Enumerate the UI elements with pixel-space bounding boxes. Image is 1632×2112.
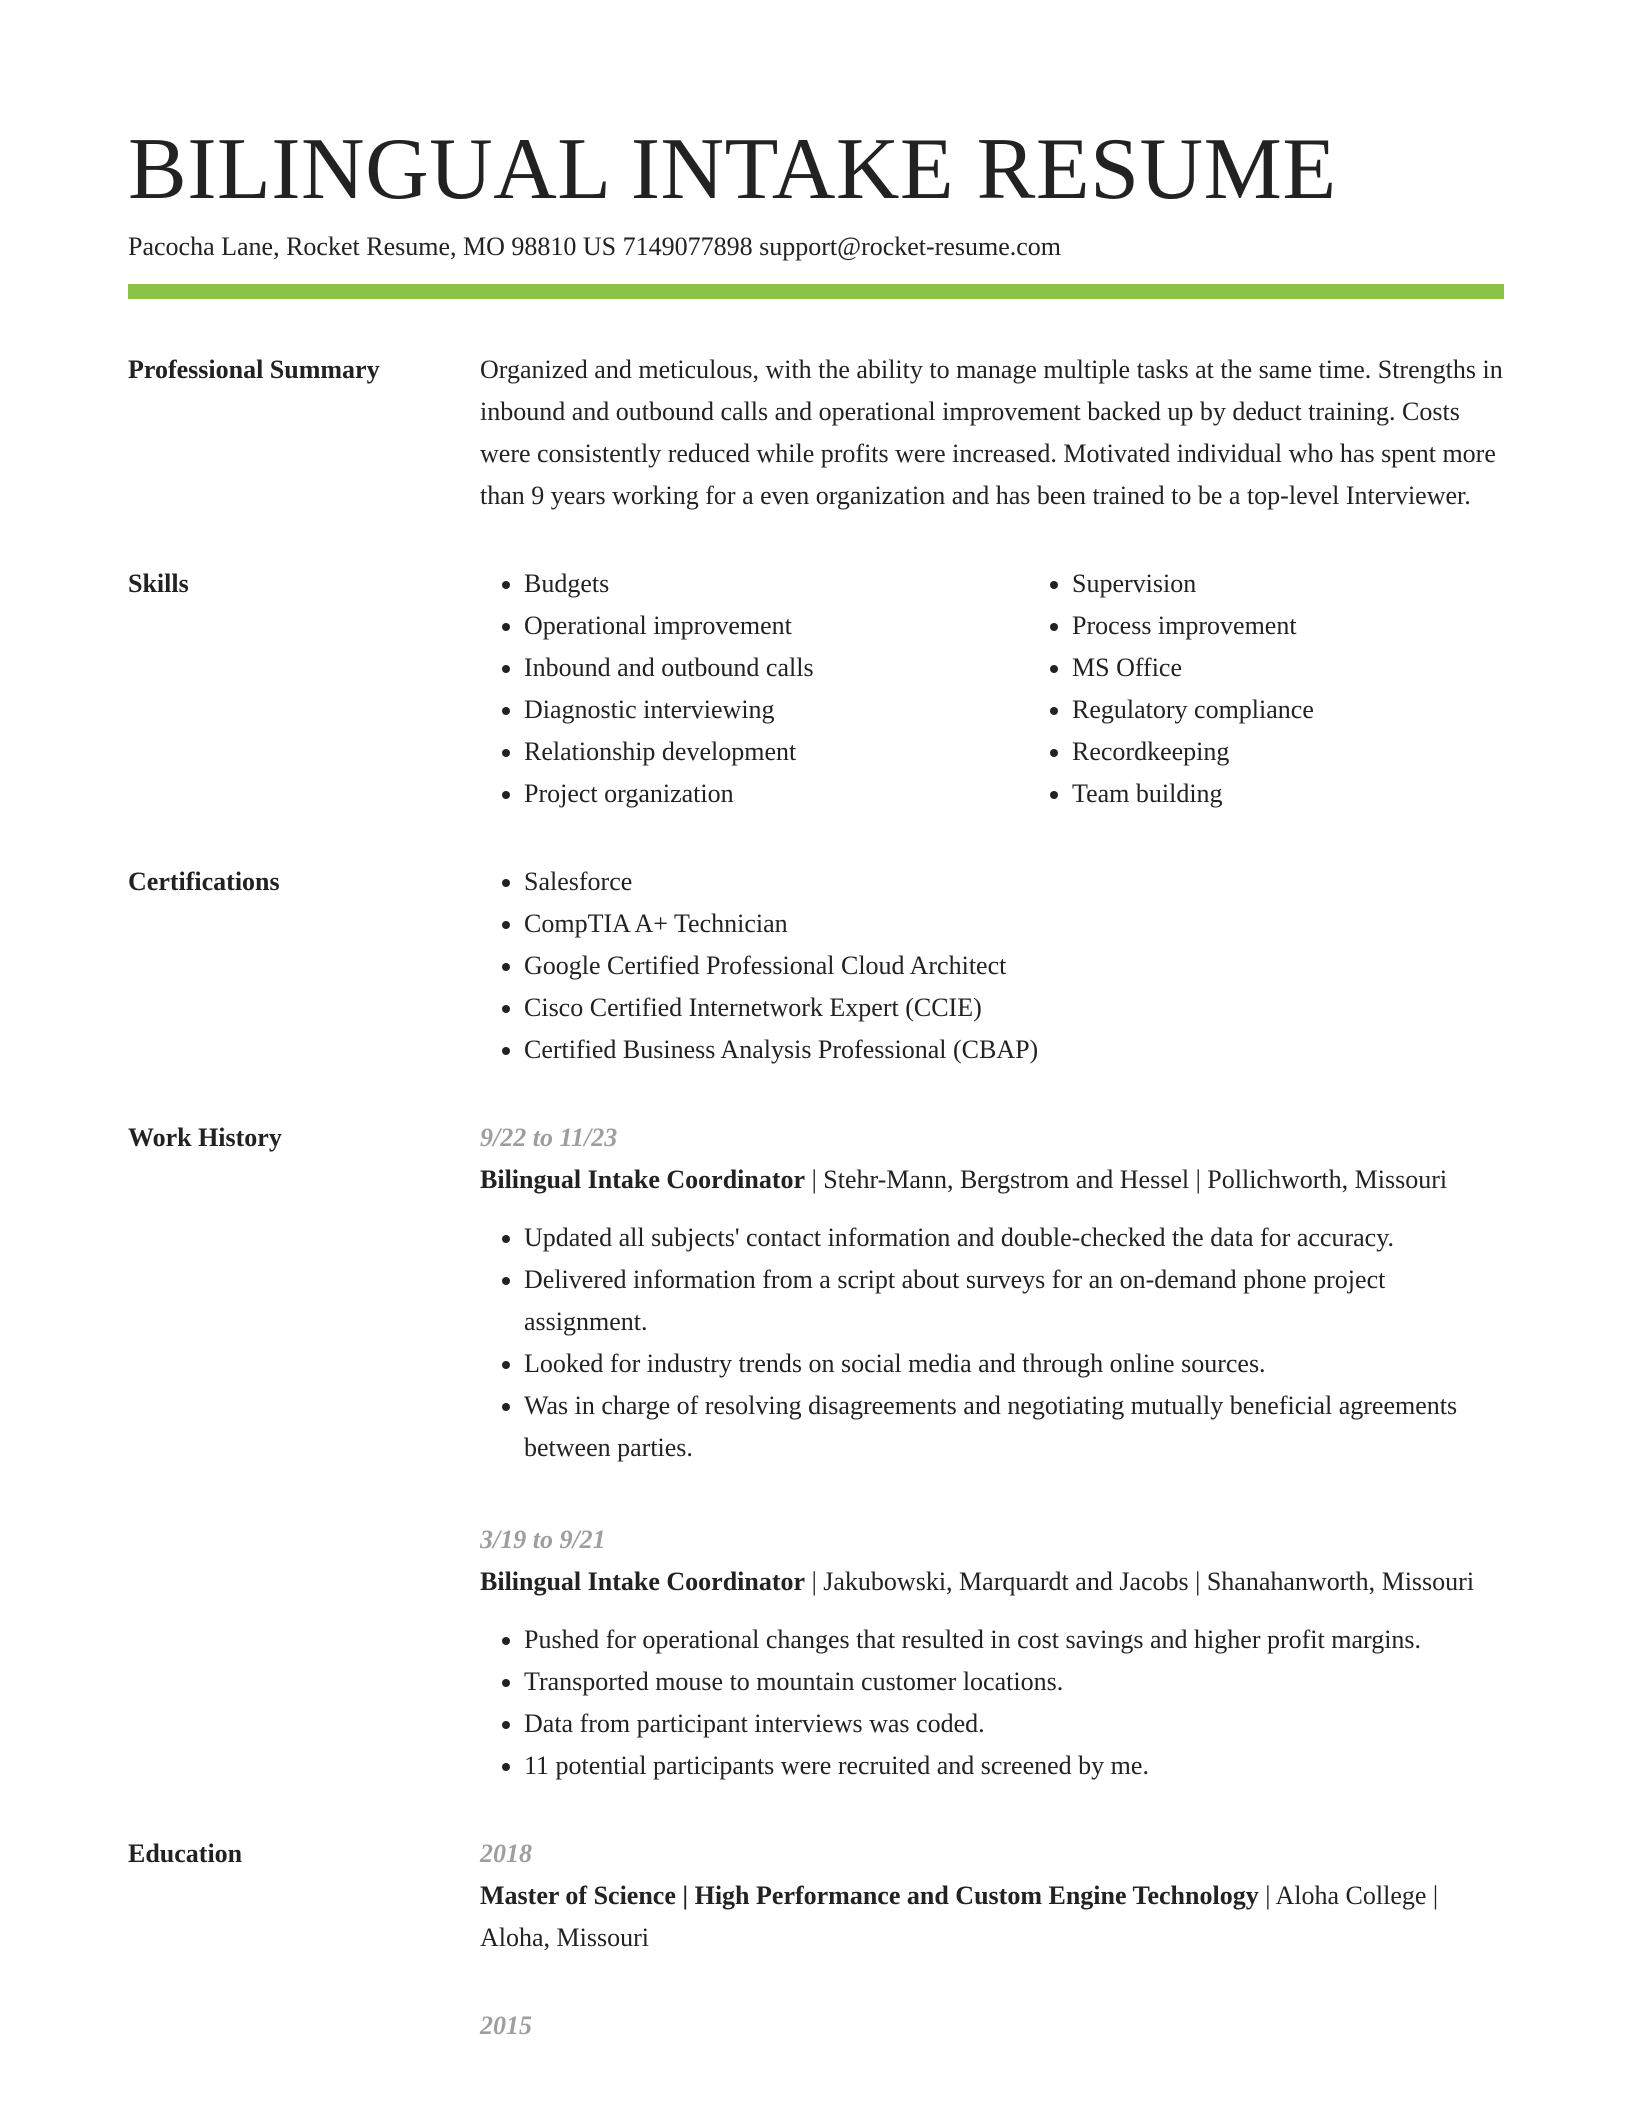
skill-item: • Diagnostic interviewing (524, 689, 1028, 731)
education-heading: Education (128, 1839, 243, 1868)
job-bullet: • Delivered information from a script about surveys for an on-demand phone project assignment. (524, 1259, 1504, 1343)
skill-item: • Budgets (524, 563, 1028, 605)
certification-item: • Cisco Certified Internetwork Expert (CCIE) (524, 987, 1504, 1029)
job-bullet: • Pushed for operational changes that resulted in cost savings and higher profit margins. (524, 1619, 1504, 1661)
header-divider (128, 284, 1504, 299)
job-bullet: • Data from participant interviews was coded. (524, 1703, 1504, 1745)
job-heading (480, 1159, 1504, 1201)
certifications-section (128, 861, 1504, 1071)
education-heading-line (480, 1875, 1504, 1959)
certification-item: • Salesforce (524, 861, 1504, 903)
education-entry (480, 2005, 1504, 2047)
job-bullet: • Was in charge of resolving disagreements and negotiating mutually beneficial agreements between parties. (524, 1385, 1504, 1469)
skills-column-2 (1028, 563, 1576, 815)
certifications-heading: Certifications (128, 867, 280, 896)
job-bullet: • Transported mouse to mountain customer locations. (524, 1661, 1504, 1703)
skill-item: • Relationship development (524, 731, 1028, 773)
job-employer-location: | Jakubowski, Marquardt and Jacobs | Shanahanworth, Missouri (805, 1567, 1475, 1596)
skill-item: • Operational improvement (524, 605, 1028, 647)
resume-title: BILINGUAL INTAKE RESUME (128, 121, 1337, 218)
summary-text: Organized and meticulous, with the ability to manage multiple tasks at the same time. Strengths in inbound and outbound calls and operational improvement backed up by deduct training. Costs were consistently reduced while profits were increased. Motivated individual who has spent more than 9 years working for a even organization and has been trained to be a top-level Interviewer. (480, 355, 1503, 510)
skill-item: • Regulatory compliance (1072, 689, 1576, 731)
work-history-section (128, 1117, 1504, 1787)
job-heading (480, 1561, 1504, 1603)
certification-item: • CompTIA A+ Technician (524, 903, 1504, 945)
certifications-list (480, 861, 1504, 1071)
school-location: | Aloha College | Aloha, Missouri (480, 1881, 1439, 1952)
job-entry (480, 1519, 1504, 1787)
job-dates: 3/19 to 9/21 (480, 1525, 606, 1554)
certification-item: • Certified Business Analysis Professional (CBAP) (524, 1029, 1504, 1071)
skill-item: • MS Office (1072, 647, 1576, 689)
education-entry (480, 1833, 1504, 1959)
resume-page (128, 118, 1504, 2093)
job-bullets (480, 1217, 1504, 1469)
education-year: 2018 (480, 1839, 532, 1868)
skills-column-1 (480, 563, 1028, 815)
job-bullet: • Looked for industry trends on social media and through online sources. (524, 1343, 1504, 1385)
job-bullet: • Updated all subjects' contact information and double-checked the data for accuracy. (524, 1217, 1504, 1259)
degree-title: Master of Science | High Performance and Custom Engine Technology (480, 1881, 1259, 1910)
job-title: Bilingual Intake Coordinator (480, 1165, 806, 1194)
skill-item: • Team building (1072, 773, 1576, 815)
skill-item: • Supervision (1072, 563, 1576, 605)
certification-item: • Google Certified Professional Cloud Architect (524, 945, 1504, 987)
skill-item: • Project organization (524, 773, 1028, 815)
contact-line: Pacocha Lane, Rocket Resume, MO 98810 US 7149077898 support@rocket-resume.com (128, 232, 1062, 261)
work-history-heading: Work History (128, 1123, 282, 1152)
education-section (128, 1833, 1504, 2093)
skill-item: • Inbound and outbound calls (524, 647, 1028, 689)
job-employer-location: | Stehr-Mann, Bergstrom and Hessel | Pollichworth, Missouri (805, 1165, 1448, 1194)
job-dates: 9/22 to 11/23 (480, 1123, 618, 1152)
education-year: 2015 (480, 2011, 532, 2040)
job-entry (480, 1117, 1504, 1469)
job-bullets (480, 1619, 1504, 1787)
summary-section (128, 349, 1504, 517)
summary-heading: Professional Summary (128, 355, 380, 384)
skill-item: • Recordkeeping (1072, 731, 1576, 773)
job-title: Bilingual Intake Coordinator (480, 1567, 806, 1596)
skills-heading: Skills (128, 569, 189, 598)
skill-item: • Process improvement (1072, 605, 1576, 647)
skills-section (128, 563, 1504, 815)
job-bullet: • 11 potential participants were recruited and screened by me. (524, 1745, 1504, 1787)
